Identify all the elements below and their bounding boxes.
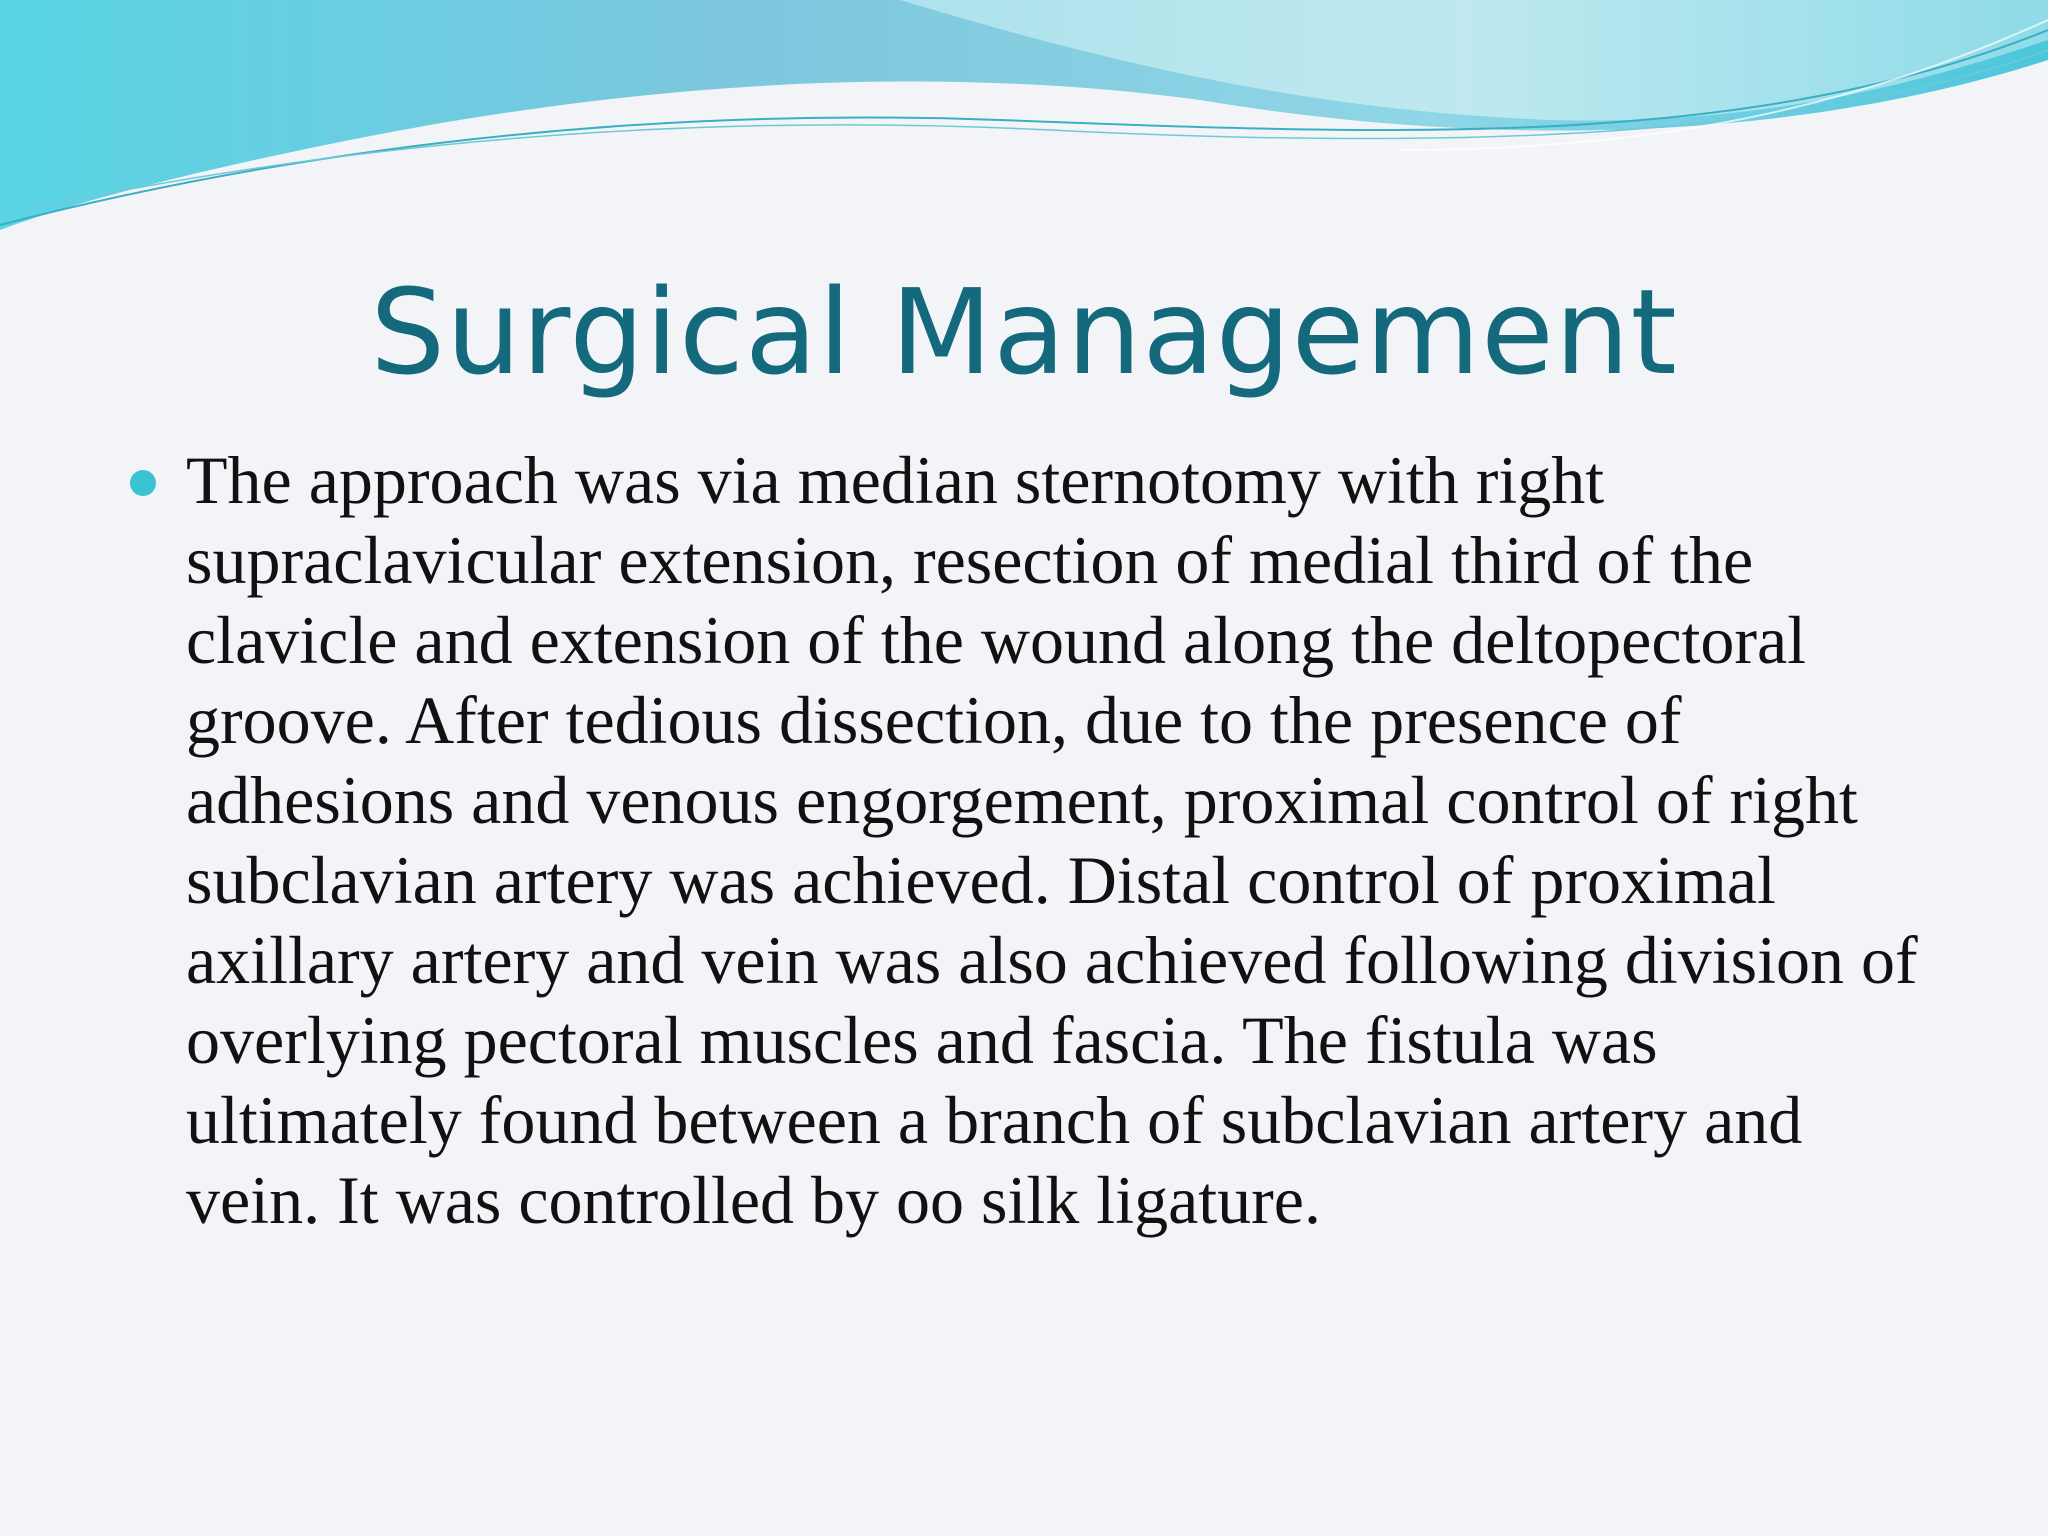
bullet-list [120, 440, 1940, 1240]
list-item [120, 440, 1940, 1240]
bullet-icon [130, 470, 156, 496]
header-wave-decoration [0, 0, 2048, 240]
slide-title: Surgical Management [370, 263, 1678, 401]
bullet-text: The approach was via median sternotomy with right supraclavicular extension, resection of medial third of the clavicle and extension of the wound along the deltopectoral groove. After tedious dissection, due to the presence of adhesions and venous engorgement, proximal control of right subclavian artery was achieved. Distal control of proximal axillary artery and vein was also achieved following division of overlying pectoral muscles and fascia. The fistula was ultimately found between a branch of subclavian artery and vein. It was controlled by oo silk ligature. [186, 442, 1918, 1238]
